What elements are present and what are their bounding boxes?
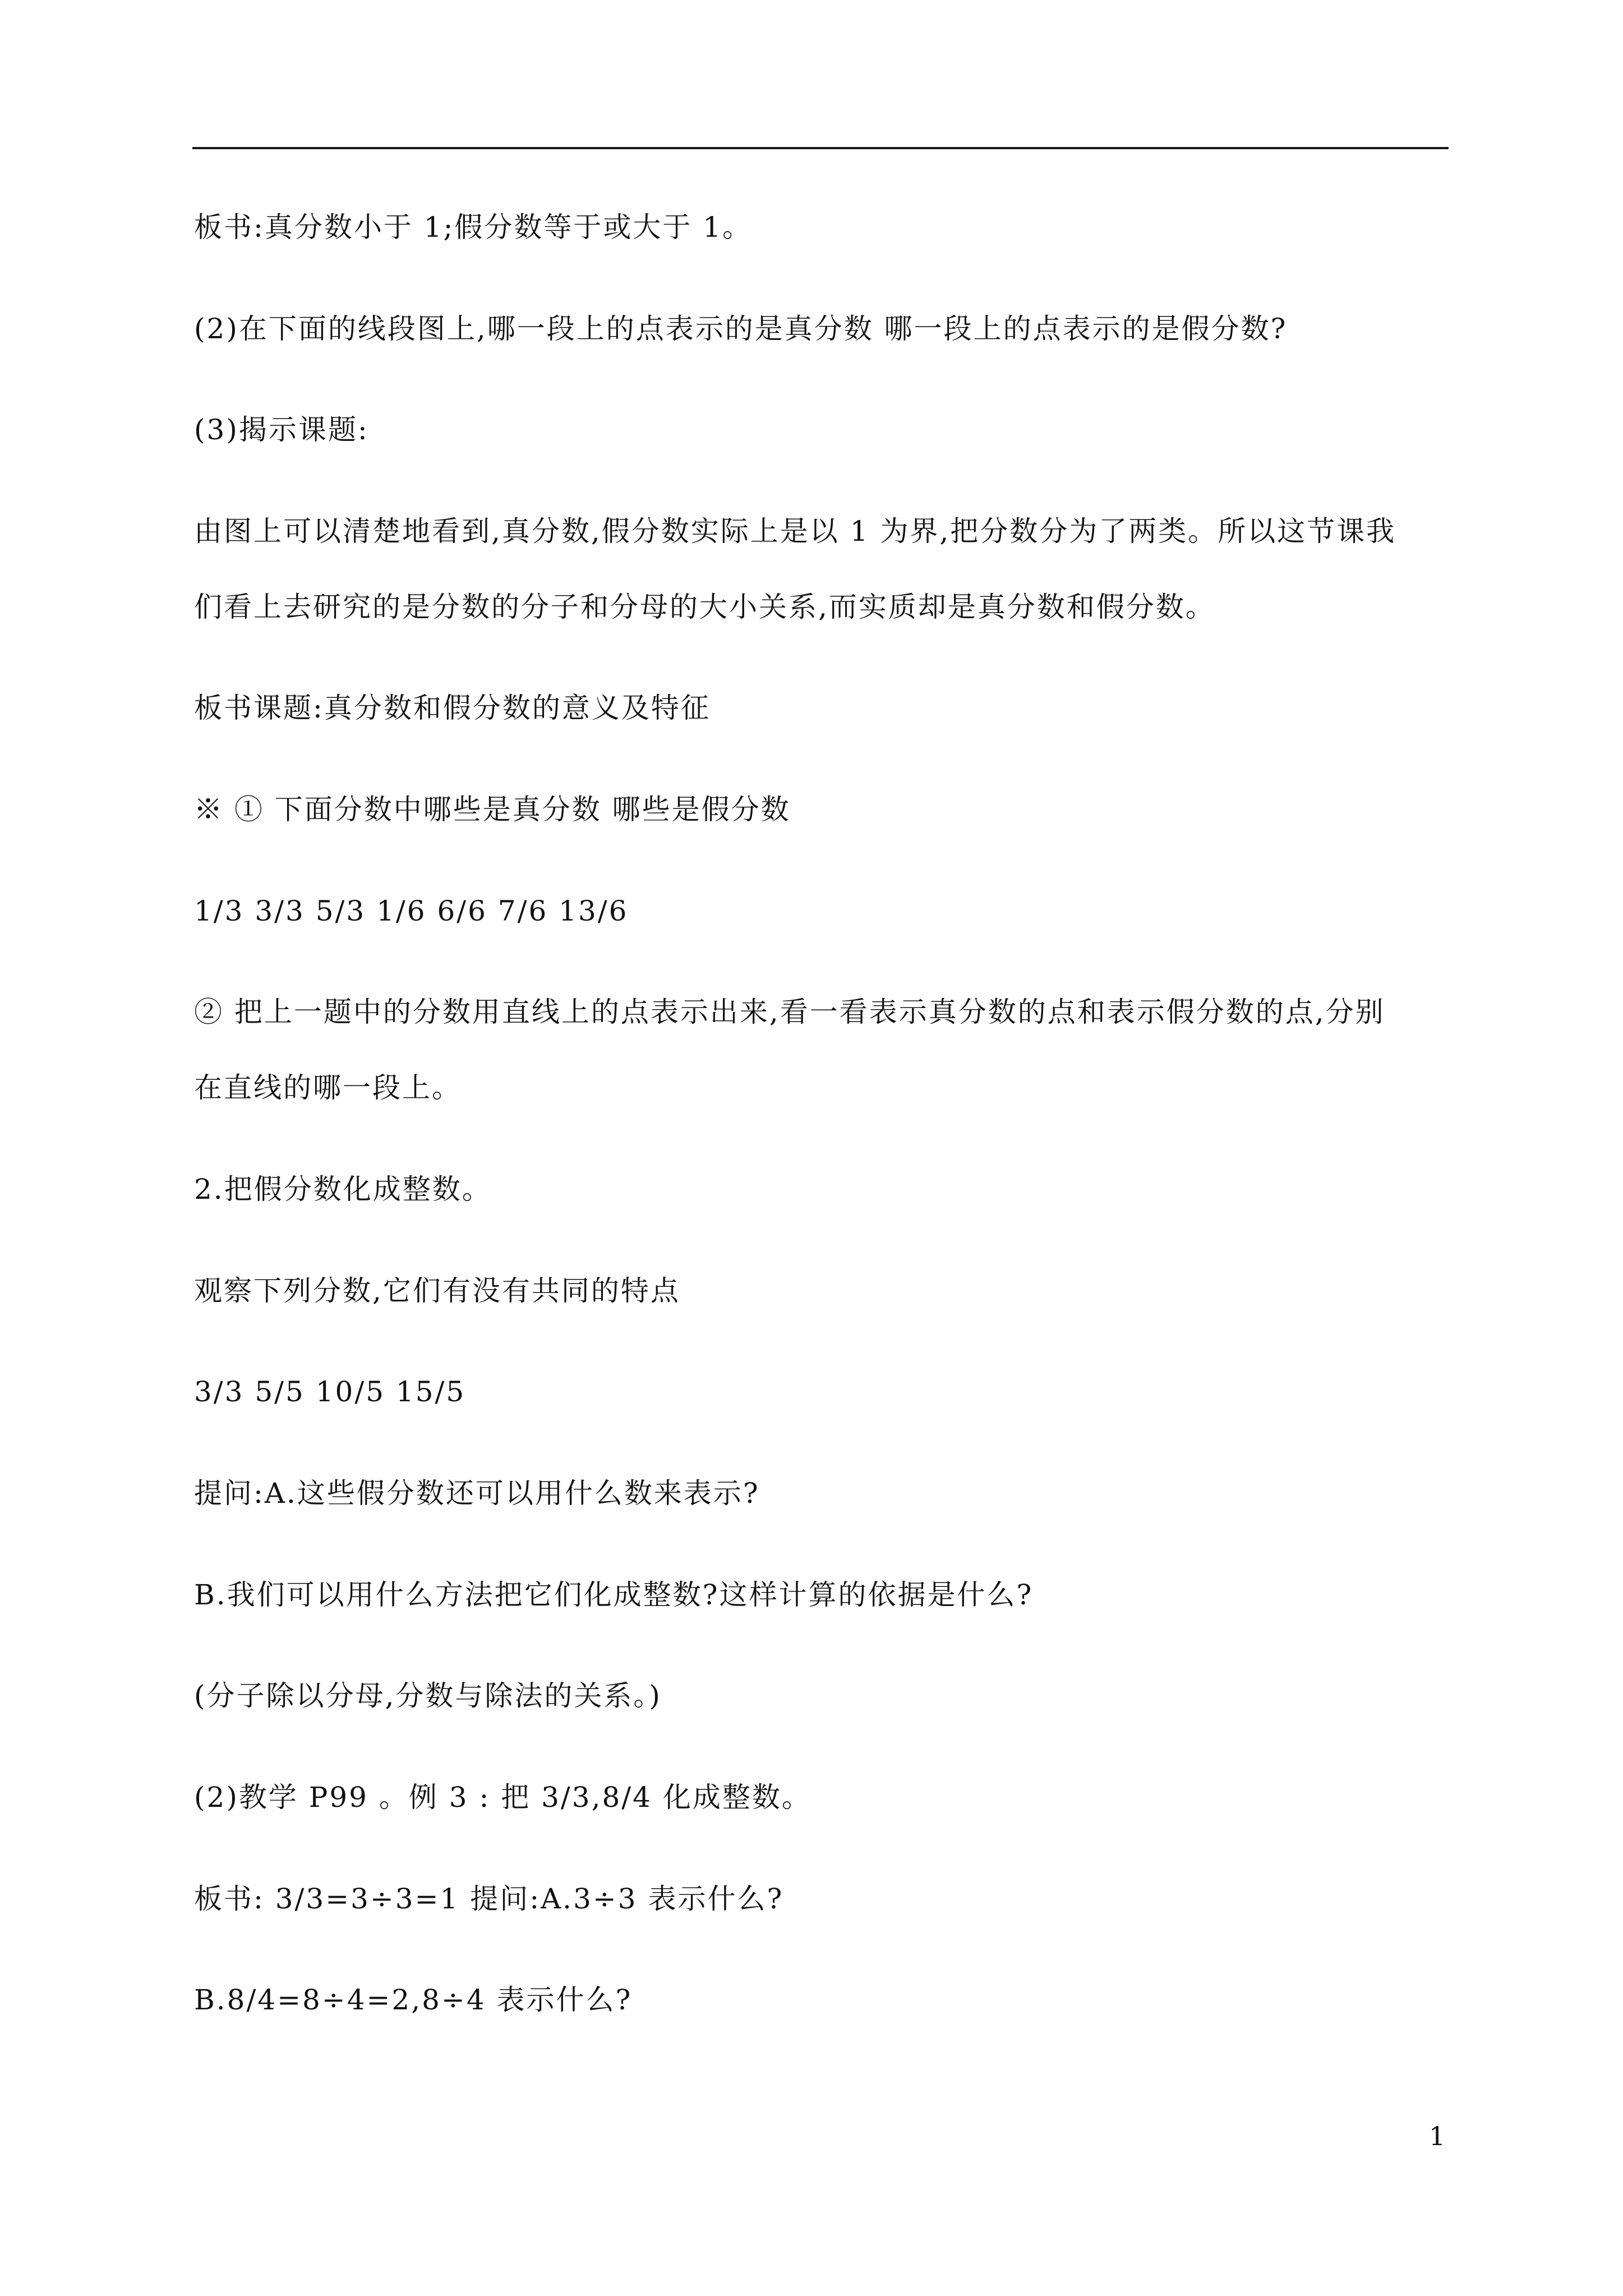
text-line: 提问:A.这些假分数还可以用什么数来表示? bbox=[194, 1477, 760, 1510]
text-line: ※ ① 下面分数中哪些是真分数 哪些是假分数 bbox=[194, 793, 791, 826]
text-line: 板书: 3/3=3÷3=1 提问:A.3÷3 表示什么? bbox=[194, 1883, 784, 1915]
text-line: 们看上去研究的是分数的分子和分母的大小关系,而实质却是真分数和假分数。 bbox=[194, 591, 1215, 623]
header-rule bbox=[192, 147, 1449, 149]
text-line: 板书:真分数小于 1;假分数等于或大于 1。 bbox=[194, 211, 753, 243]
text-line: 2.把假分数化成整数。 bbox=[194, 1173, 492, 1205]
text-line: 3/3 5/5 10/5 15/5 bbox=[194, 1375, 466, 1408]
text-line: (2)在下面的线段图上,哪一段上的点表示的是真分数 哪一段上的点表示的是假分数? bbox=[194, 312, 1288, 345]
text-line: 1/3 3/3 5/3 1/6 6/6 7/6 13/6 bbox=[194, 895, 629, 927]
text-line: ② 把上一题中的分数用直线上的点表示出来,看一看表示真分数的点和表示假分数的点,分别 bbox=[194, 996, 1385, 1028]
text-line: 观察下列分数,它们有没有共同的特点 bbox=[194, 1274, 680, 1307]
page-number: 1 bbox=[1429, 2121, 1446, 2151]
text-line: (分子除以分母,分数与除法的关系。) bbox=[194, 1680, 662, 1712]
text-line: B.我们可以用什么方法把它们化成整数?这样计算的依据是什么? bbox=[194, 1579, 1034, 1611]
text-line: 在直线的哪一段上。 bbox=[194, 1071, 462, 1104]
text-line: (3)揭示课题: bbox=[194, 413, 369, 446]
text-line: B.8/4=8÷4=2,8÷4 表示什么? bbox=[194, 1984, 633, 2016]
text-line: (2)教学 P99 。例 3 : 把 3/3,8/4 化成整数。 bbox=[194, 1781, 811, 1814]
text-line: 由图上可以清楚地看到,真分数,假分数实际上是以 1 为界,把分数分为了两类。所以这节课我 bbox=[194, 515, 1396, 547]
text-line: 板书课题:真分数和假分数的意义及特征 bbox=[194, 692, 711, 724]
